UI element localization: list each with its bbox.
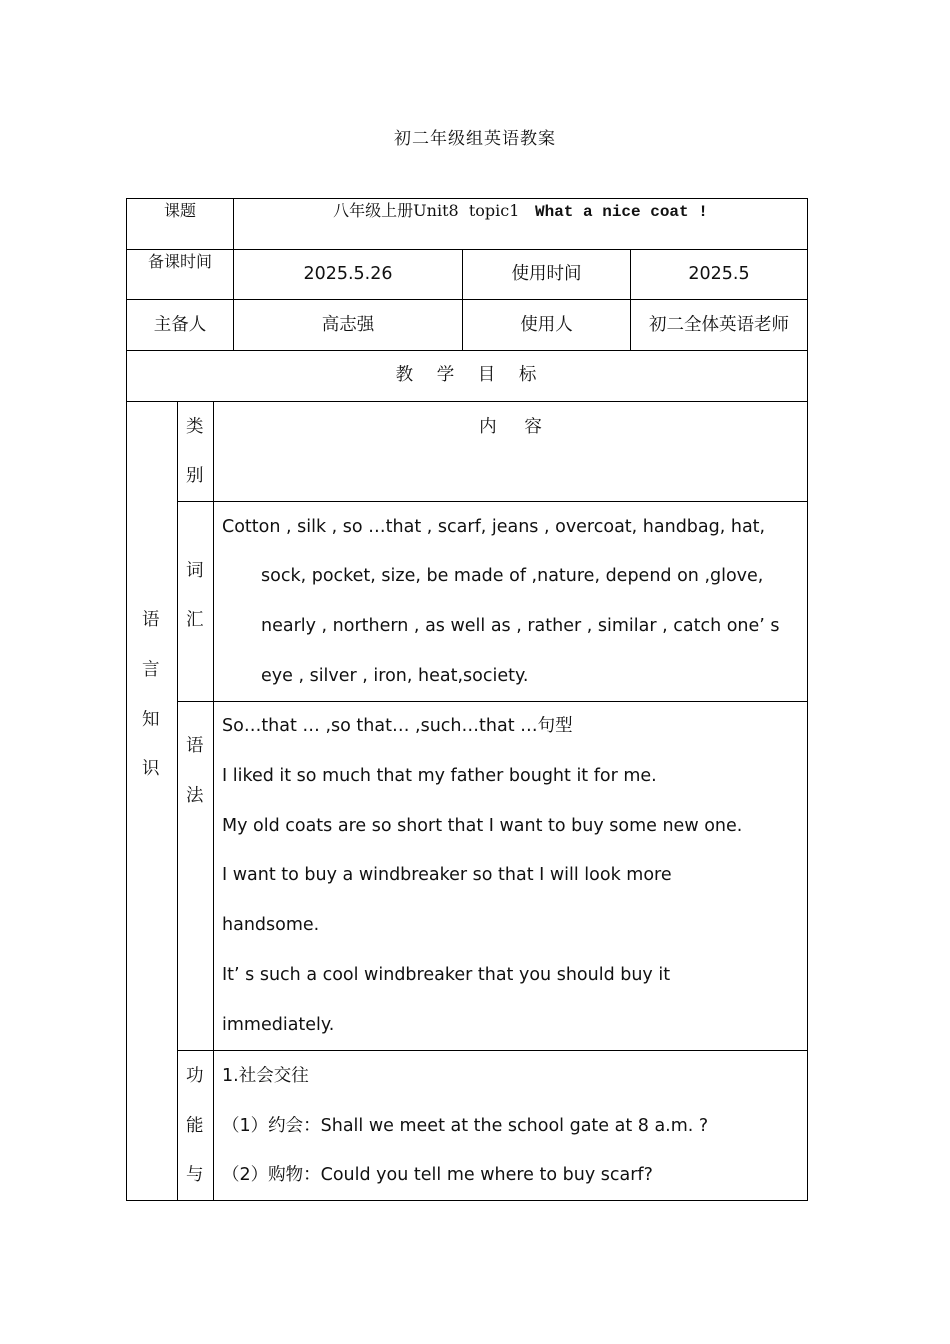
topic-value [234,203,807,221]
prep-time-label: 备课时间 [147,252,212,271]
function-line: （2）购物：Could you tell me where to buy scarf? [222,1165,653,1185]
column-divider [177,401,178,1201]
row-divider [177,501,808,502]
topic-title: What a nice coat ! [535,203,708,221]
vocab-line: eye , silver , iron, heat,society. [261,666,529,686]
topic-prefix: 八年级上册Unit8 topic1 [333,201,520,220]
vocab-line: nearly , northern , as well as , rather , similar , catch one’ s [261,616,780,636]
main-preparer-label: 主备人 [153,315,207,335]
function-label-char: 与 [186,1165,204,1185]
vocab-line: Cotton , silk , so …that , scarf, jeans , overcoat, handbag, hat, [222,517,766,537]
column-divider [213,401,214,1201]
grammar-label-char: 法 [186,786,204,806]
table-border-bottom [126,1200,808,1201]
grammar-line: My old coats are so short that I want to buy some new one. [222,816,743,836]
objectives-title: 教 学 目 标 [395,365,539,385]
grammar-line: So…that … ,so that… ,such…that …句型 [222,716,573,736]
group-label-char: 知 [142,710,160,730]
use-time-value: 2025.5 [688,264,750,284]
grammar-label-char: 语 [186,736,204,756]
function-line: （1）约会：Shall we meet at the school gate at 8 a.m. ? [222,1116,709,1136]
grammar-line: handsome. [222,915,320,935]
function-line: 1.社会交往 [222,1066,309,1086]
main-preparer-value: 高志强 [321,315,375,335]
category-header-char: 别 [186,466,204,486]
row-divider [126,249,808,250]
use-time-label: 使用时间 [511,264,582,284]
group-label-char: 语 [142,610,160,630]
row-divider [177,1050,808,1051]
row-divider [177,701,808,702]
table-border-top [126,198,808,199]
user-value: 初二全体英语老师 [649,315,789,335]
content-header: 内 容 [479,417,542,437]
vocab-line: sock, pocket, size, be made of ,nature, depend on ,glove, [261,566,764,586]
function-label-char: 能 [186,1116,204,1136]
topic-label: 课题 [163,201,196,220]
prep-time-value: 2025.5.26 [303,264,393,284]
row-divider [126,350,808,351]
category-header-char: 类 [186,417,204,437]
document-title: 初二年级组英语教案 [394,129,556,149]
group-label-char: 识 [142,759,160,779]
row-divider [126,299,808,300]
grammar-line: I want to buy a windbreaker so that I will look more [222,865,672,885]
function-label-char: 功 [186,1066,204,1086]
grammar-line: immediately. [222,1015,335,1035]
column-divider [462,249,463,351]
user-label: 使用人 [520,315,573,335]
group-label-char: 言 [142,660,160,680]
column-divider [630,249,631,351]
table-border-left [126,198,127,1201]
vocab-label-char: 词 [186,561,204,581]
row-divider [126,401,808,402]
table-border-right [807,198,808,1201]
grammar-line: I liked it so much that my father bought it for me. [222,766,657,786]
grammar-line: It’ s such a cool windbreaker that you should buy it [222,965,671,985]
vocab-label-char: 汇 [186,610,204,630]
